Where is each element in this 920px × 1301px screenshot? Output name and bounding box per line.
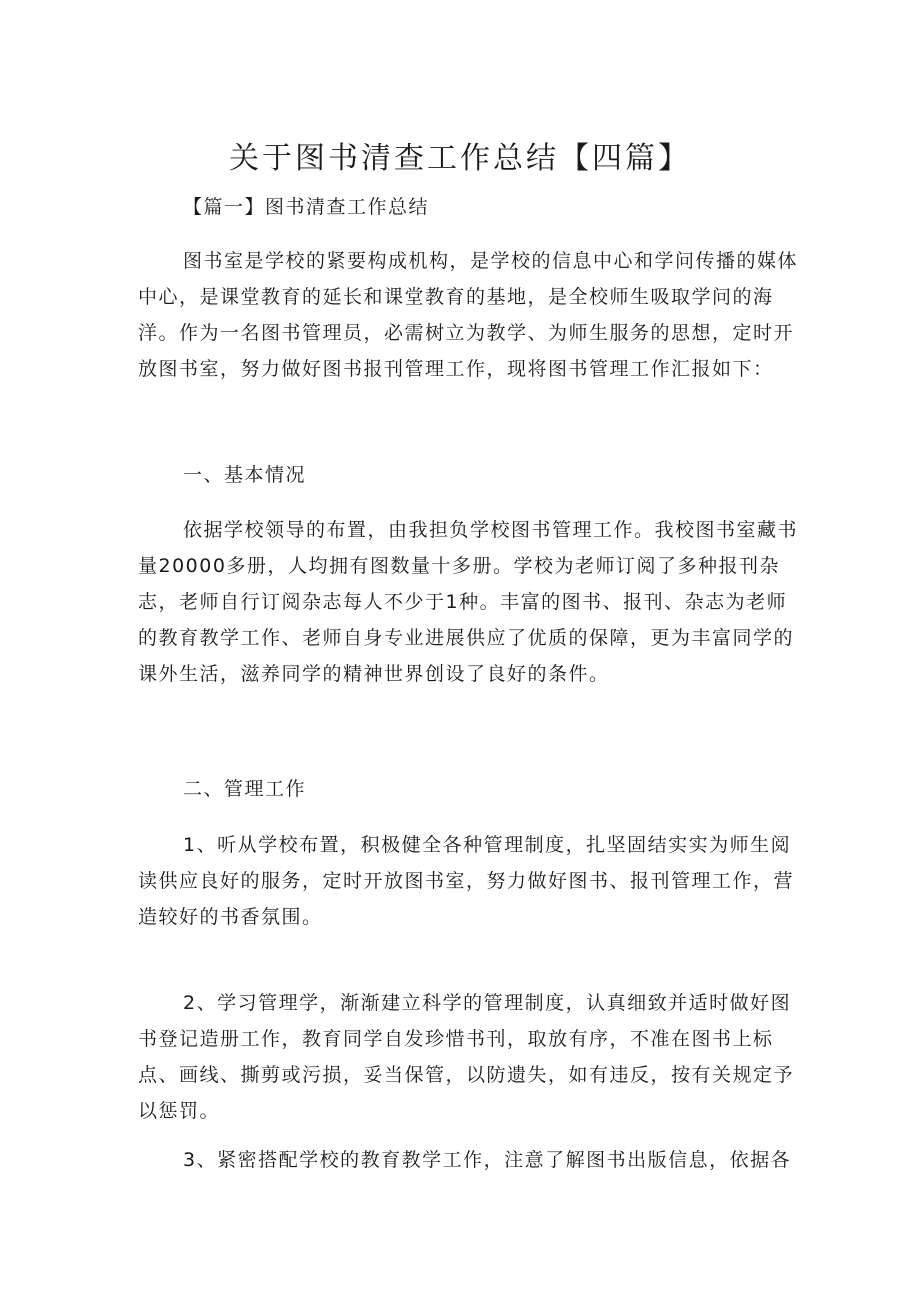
part-heading: 【篇一】图书清查工作总结 bbox=[183, 196, 430, 218]
paragraph-basic-situation: 依据学校领导的布置，由我担负学校图书管理工作。我校图书室藏书量20000多册，人均拥有图数量十多册。学校为老师订阅了多种报刊杂志，老师自行订阅杂志每人不少于1种。丰富的图书、报刊、杂志为老师的教育教学工作、老师自身专业进展供应了优质的保障，更为丰富同学的课外生活，滋养同学的精神世界创设了良好的条件。 bbox=[138, 519, 799, 685]
list-item-management-2: 2、学习管理学，渐渐建立科学的管理制度，认真细致并适时做好图书登记造册工作，教育同学自发珍惜书刊，取放有序，不准在图书上标点、画线、撕剪或污损，妥当保管，以防遗失，如有违反，按有关规定予以惩罚。 bbox=[138, 992, 795, 1122]
list-item-management-1: 1、听从学校布置，积极健全各种管理制度，扎坚固结实实为师生阅读供应良好的服务，定时开放图书室，努力做好图书、报刊管理工作，营造较好的书香氛围。 bbox=[138, 834, 795, 928]
document-title: 关于图书清查工作总结【四篇】 bbox=[229, 141, 691, 177]
section-heading-management-work: 二、管理工作 bbox=[183, 778, 307, 800]
paragraph-intro: 图书室是学校的紧要构成机构，是学校的信息中心和学问传播的媒体中心，是课堂教育的延长和课堂教育的基地，是全校师生吸取学问的海洋。作为一名图书管理员，必需树立为教学、为师生服务的思想，定时开放图书室，努力做好图书报刊管理工作，现将图书管理工作汇报如下： bbox=[138, 250, 799, 380]
section-heading-basic-situation: 一、基本情况 bbox=[183, 464, 307, 486]
list-item-management-3: 3、紧密搭配学校的教育教学工作，注意了解图书出版信息，依据各 bbox=[183, 1149, 792, 1171]
